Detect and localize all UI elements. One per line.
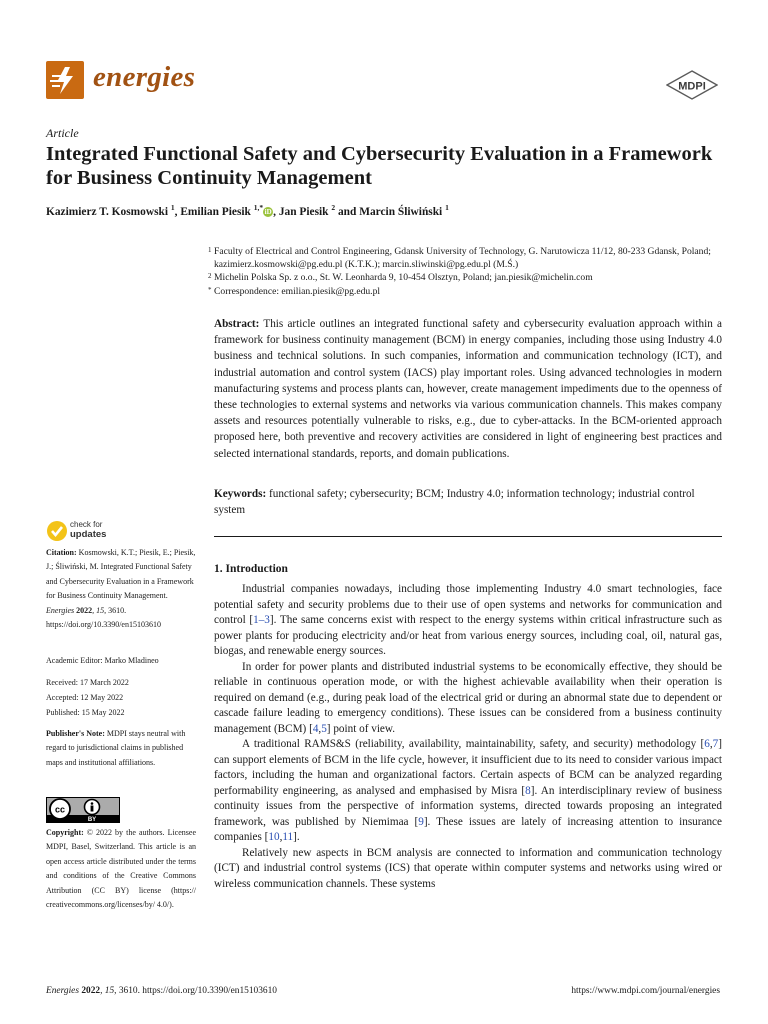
affiliation-mark: * [208, 286, 212, 294]
citation-text: Kosmowski, K.T.; Piesik, E.; Piesik, J.; Śliwiński, M. Integrated Functional Safety and Cybersecurity Evaluation in a Framework for Business Continuity Management. [46, 548, 196, 601]
citation-pages: , 3610. https:// [46, 605, 127, 630]
published-date: Published: 15 May 2022 [46, 708, 125, 717]
affiliation-text: Michelin Polska Sp. z o.o., St. W. Leonharda 9, 10-454 Olsztyn, Poland; jan.piesik@michelin.com [214, 272, 593, 283]
reference-link[interactable]: 4 [312, 722, 319, 735]
author-affiliation-mark: 1 [170, 203, 175, 212]
author-name: Emilian Piesik [180, 205, 254, 218]
footer-doi: , 3610. https://doi.org/10.3390/en15103610 [114, 986, 277, 996]
citation-block [46, 546, 196, 632]
affiliation-text: Faculty of Electrical and Control Engineering, Gdansk University of Technology, G. Narutowicza 11/12, 80-233 Gdansk, Poland; kazimierz.kosmowski@pg.edu.pl (K.T.K.); marcin.sliwinski@pg.edu.pl (M.Ś.) [214, 246, 711, 270]
reference-link[interactable]: 9 [418, 815, 424, 828]
body-paragraph: Relatively new aspects in BCM analysis are connected to information and communication technology (ICT) and industrial control systems (ICS) that operate within computer systems and networks using wired or wireless communication channels. These systems [214, 846, 722, 890]
affiliation-2 [208, 272, 724, 285]
footer-volume: , 15 [100, 986, 115, 996]
footer-citation [46, 986, 277, 996]
citation-year: 2022 [74, 605, 93, 615]
keywords-text: functional safety; cybersecurity; BCM; Industry 4.0; information technology; industrial control system [214, 488, 695, 517]
accepted-date: Accepted: 12 May 2022 [46, 693, 124, 702]
reference-link[interactable]: 6 [704, 738, 710, 750]
svg-text:cc: cc [54, 804, 66, 815]
keywords-label: Keywords: [214, 488, 267, 500]
check-updates-icon [46, 520, 68, 542]
citation-journal: Energies [46, 605, 75, 615]
article-type: Article [46, 126, 79, 140]
check-for-updates-badge[interactable] [46, 518, 166, 544]
cc-by-license-badge[interactable] [46, 797, 120, 823]
abstract-label: Abstract: [214, 318, 260, 330]
orcid-icon[interactable]: iD [264, 207, 272, 216]
author-affiliation-mark: 1,* [253, 203, 264, 212]
introduction-body [214, 582, 722, 892]
keywords [214, 486, 722, 518]
author-list: Kazimierz T. Kosmowski $^1$, Emilian Piesik $^{1,*}$ iD , Jan Piesik $^2$ and Marcin Śliwiński $^1$ [46, 203, 449, 218]
author-name: Kazimierz T. Kosmowski [46, 205, 171, 218]
reference-link[interactable]: 10 [268, 831, 280, 843]
publisher-note [46, 727, 196, 770]
cc-by-label: BY [87, 817, 97, 823]
publisher-note-text: MDPI stays neutral with regard to jurisdictional claims in published maps and institutional affiliations. [46, 729, 186, 767]
reference-link[interactable]: 1–3 [253, 614, 270, 626]
reference-link[interactable]: 8 [525, 784, 531, 797]
publisher-note-label: Publisher's Note: [46, 729, 105, 738]
academic-editor: Academic Editor: Marko Mladineo [46, 656, 159, 665]
reference-link[interactable]: 11 [282, 831, 294, 843]
journal-name: energies [93, 61, 196, 93]
affiliation-1 [208, 246, 724, 271]
reference-link[interactable]: 7 [712, 738, 719, 750]
body-paragraph: In order for power plants and distributed industrial systems to be economically effective, they should be reliable in continuous operation mode, or with the highest achievable availability when their operation is required on demand (e.g., during peak load of the electrical grid or during an abnormal state due to dependent or cascade failure leading to emergency conditions). These issues can be considered from a business continuity management (BCM) [4,5] point of view. [214, 660, 722, 735]
affiliation-mark: 1 [208, 246, 212, 254]
footer-journal: Energies [46, 986, 79, 996]
copyright-label: Copyright: [46, 828, 84, 837]
footer-journal-url[interactable]: https://www.mdpi.com/journal/energies [571, 986, 720, 996]
lightning-icon [46, 61, 84, 99]
mdpi-logo-text: MDPI [678, 80, 706, 93]
author-affiliation-mark: 2 [331, 203, 336, 212]
footer-year: 2022 [78, 986, 101, 996]
article-title: Integrated Functional Safety and Cybersecurity Evaluation in a Framework for Business Continuity Management [46, 143, 713, 189]
section-title: 1. Introduction [214, 563, 288, 575]
citation-doi: doi.org/10.3390/en15103610 [68, 620, 161, 630]
citation-label: Citation: [46, 548, 77, 557]
author-name: Jan Piesik [278, 205, 332, 218]
affiliation-mark: 2 [208, 272, 212, 280]
section-divider [214, 536, 722, 537]
citation-volume: , 15 [92, 605, 105, 615]
correspondence [208, 286, 724, 299]
check-updates-line2: updates [70, 529, 107, 540]
copyright-text: © 2022 by the authors. Licensee MDPI, Basel, Switzerland. This article is an open access article distributed under the terms and conditions of the Creative Commons Attribution (CC BY) license (https:// creativecommons.org/licenses/by/ 4.0/). [46, 828, 196, 910]
reference-link[interactable]: 5 [321, 722, 327, 735]
author-affiliation-mark: 1 [445, 203, 449, 212]
abstract-text: This article outlines an integrated functional safety and cybersecurity evaluation approach within a framework for business continuity management (BCM) in energy companies, including those using Industry 4.0 business and technical solutions. In such companies, information and communication technology (ICT), and industrial automation and control system (IACS) play important roles. Using advanced technologies in modern manufacturing systems and process plants can, however, create management impediments due to the openness of these technologies to external systems and networks via various communication channels. This makes company assets and resources potentially vulnerable to risks, e.g., due to cyber-attacks. In the BCM-oriented approach proposed here, both preventive and recovery activities are considered in light of engineering best practices and selected international standards, reports, and domain publications. [214, 318, 722, 460]
copyright-block [46, 826, 196, 912]
mdpi-logo[interactable] [666, 70, 718, 100]
author-name: Marcin Śliwiński [359, 205, 446, 218]
affiliation-text: Correspondence: emilian.piesik@pg.edu.pl [214, 286, 381, 297]
received-date: Received: 17 March 2022 [46, 678, 129, 687]
journal-logo [46, 61, 84, 99]
abstract [214, 316, 722, 462]
body-paragraph: Industrial companies nowadays, including those implementing Industry 4.0 smart technologies, face potential safety and security problems due to their use of open systems and networks for communication and control [1–3]. The same concerns exist with respect to the energy systems within critical infrastructure such as power plants for producing electricity and/or heat from various energy sources, including coal, oil, natural gas, biogas, and renewable energy sources. [214, 583, 723, 657]
body-paragraph: A traditional RAMS&S (reliability, availability, maintainability, safety, and security) methodology [6,7] can support elements of BCM in the life cycle, however, it insufficient due to its need to consider various impact factors, including the human and organizational factors. Certain aspects of BCM can be analyzed regarding performability engineering, as analysed and emphasised by Misra [8]. An interdisciplinary review of business continuity issues from the perspective of information systems, directed towards proposing an integrated framework, was published by Niemimaa [9]. These issues are lately of increasing attention to insurance companies [10,11]. [214, 738, 722, 843]
check-updates-line1: check for [70, 520, 103, 529]
